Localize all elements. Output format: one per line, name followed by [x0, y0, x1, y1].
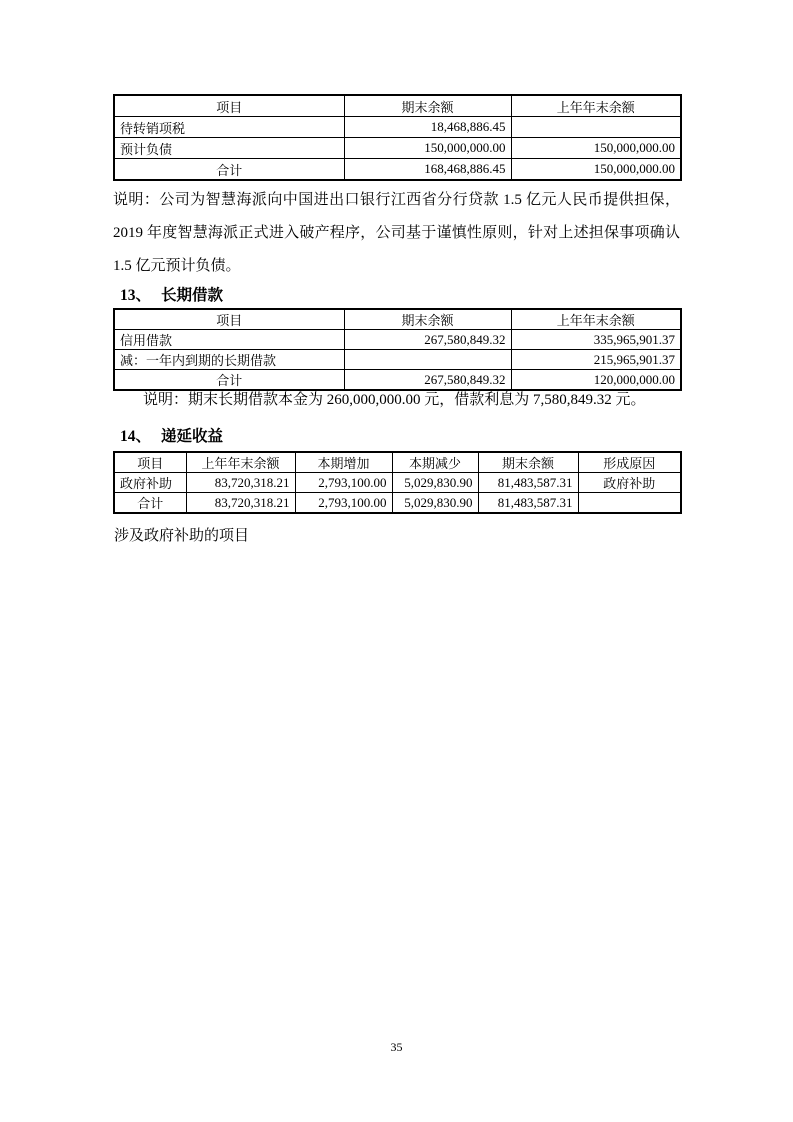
table-total-row — [114, 159, 681, 181]
column-header-prior-year-balance: 上年年末余额 — [511, 309, 681, 330]
subsidy-projects-caption: 涉及政府补助的项目 — [114, 528, 250, 544]
cell-ending-balance: 81,483,587.31 — [478, 493, 578, 514]
section-13-title: 长期借款 — [161, 287, 224, 304]
estimated-liabilities-table — [113, 94, 682, 181]
column-header-item: 项目 — [114, 309, 344, 330]
cell-ending-balance: 267,580,849.32 — [344, 370, 511, 391]
cell-decrease: 5,029,830.90 — [392, 473, 478, 493]
cell-ending-balance: 18,468,886.45 — [344, 117, 511, 138]
table-row — [114, 473, 681, 493]
cell-prior-year-balance: 150,000,000.00 — [511, 159, 681, 181]
table-total-row — [114, 370, 681, 391]
section-13-heading — [120, 283, 223, 305]
cell-reason — [578, 493, 681, 514]
cell-item: 政府补助 — [114, 473, 186, 493]
column-header-ending-balance: 期末余额 — [344, 95, 511, 117]
cell-total-label: 合计 — [114, 159, 344, 181]
cell-increase: 2,793,100.00 — [295, 473, 392, 493]
cell-ending-balance: 168,468,886.45 — [344, 159, 511, 181]
long-term-loans-table — [113, 308, 682, 391]
page-number: 35 — [390, 1040, 403, 1054]
cell-prior-year-balance — [511, 117, 681, 138]
table-header-row — [114, 95, 681, 117]
cell-increase: 2,793,100.00 — [295, 493, 392, 514]
table-row — [114, 117, 681, 138]
cell-prior-year-balance: 215,965,901.37 — [511, 350, 681, 370]
cell-prior-year-balance: 120,000,000.00 — [511, 370, 681, 391]
section-14-heading — [120, 424, 223, 446]
column-header-increase: 本期增加 — [295, 452, 392, 473]
table-row — [114, 138, 681, 159]
table-total-row — [114, 493, 681, 514]
cell-decrease: 5,029,830.90 — [392, 493, 478, 514]
liabilities-note: 说明：公司为智慧海派向中国进出口银行江西省分行贷款 1.5 亿元人民币提供担保，2019 年度智慧海派正式进入破产程序，公司基于谨慎性原则，针对上述担保事项确认 1.5 亿元预计负债。 — [113, 192, 680, 274]
cell-prior-year-balance: 335,965,901.37 — [511, 330, 681, 350]
table-header-row — [114, 452, 681, 473]
cell-ending-balance: 81,483,587.31 — [478, 473, 578, 493]
table-row — [114, 350, 681, 370]
table-row — [114, 330, 681, 350]
column-header-reason: 形成原因 — [578, 452, 681, 473]
section-14-number: 14、 — [120, 428, 152, 445]
column-header-item: 项目 — [114, 95, 344, 117]
column-header-item: 项目 — [114, 452, 186, 473]
column-header-ending-balance: 期末余额 — [478, 452, 578, 473]
cell-item: 预计负债 — [114, 138, 344, 159]
deferred-income-table — [113, 451, 682, 514]
cell-item: 减：一年内到期的长期借款 — [114, 350, 344, 370]
cell-ending-balance: 150,000,000.00 — [344, 138, 511, 159]
cell-ending-balance: 267,580,849.32 — [344, 330, 511, 350]
column-header-ending-balance: 期末余额 — [344, 309, 511, 330]
cell-prior-year-balance: 83,720,318.21 — [186, 473, 295, 493]
section-13-number: 13、 — [120, 287, 152, 304]
table-header-row — [114, 309, 681, 330]
cell-prior-year-balance: 83,720,318.21 — [186, 493, 295, 514]
cell-total-label: 合计 — [114, 370, 344, 391]
cell-ending-balance — [344, 350, 511, 370]
column-header-decrease: 本期减少 — [392, 452, 478, 473]
column-header-prior-year-balance: 上年年末余额 — [511, 95, 681, 117]
cell-total-label: 合计 — [114, 493, 186, 514]
long-term-loans-note: 说明：期末长期借款本金为 260,000,000.00 元，借款利息为 7,580,849.32 元。 — [143, 392, 646, 408]
cell-item: 待转销项税 — [114, 117, 344, 138]
cell-prior-year-balance: 150,000,000.00 — [511, 138, 681, 159]
cell-reason: 政府补助 — [578, 473, 681, 493]
column-header-prior-year-balance: 上年年末余额 — [186, 452, 295, 473]
section-14-title: 递延收益 — [161, 428, 224, 445]
cell-item: 信用借款 — [114, 330, 344, 350]
